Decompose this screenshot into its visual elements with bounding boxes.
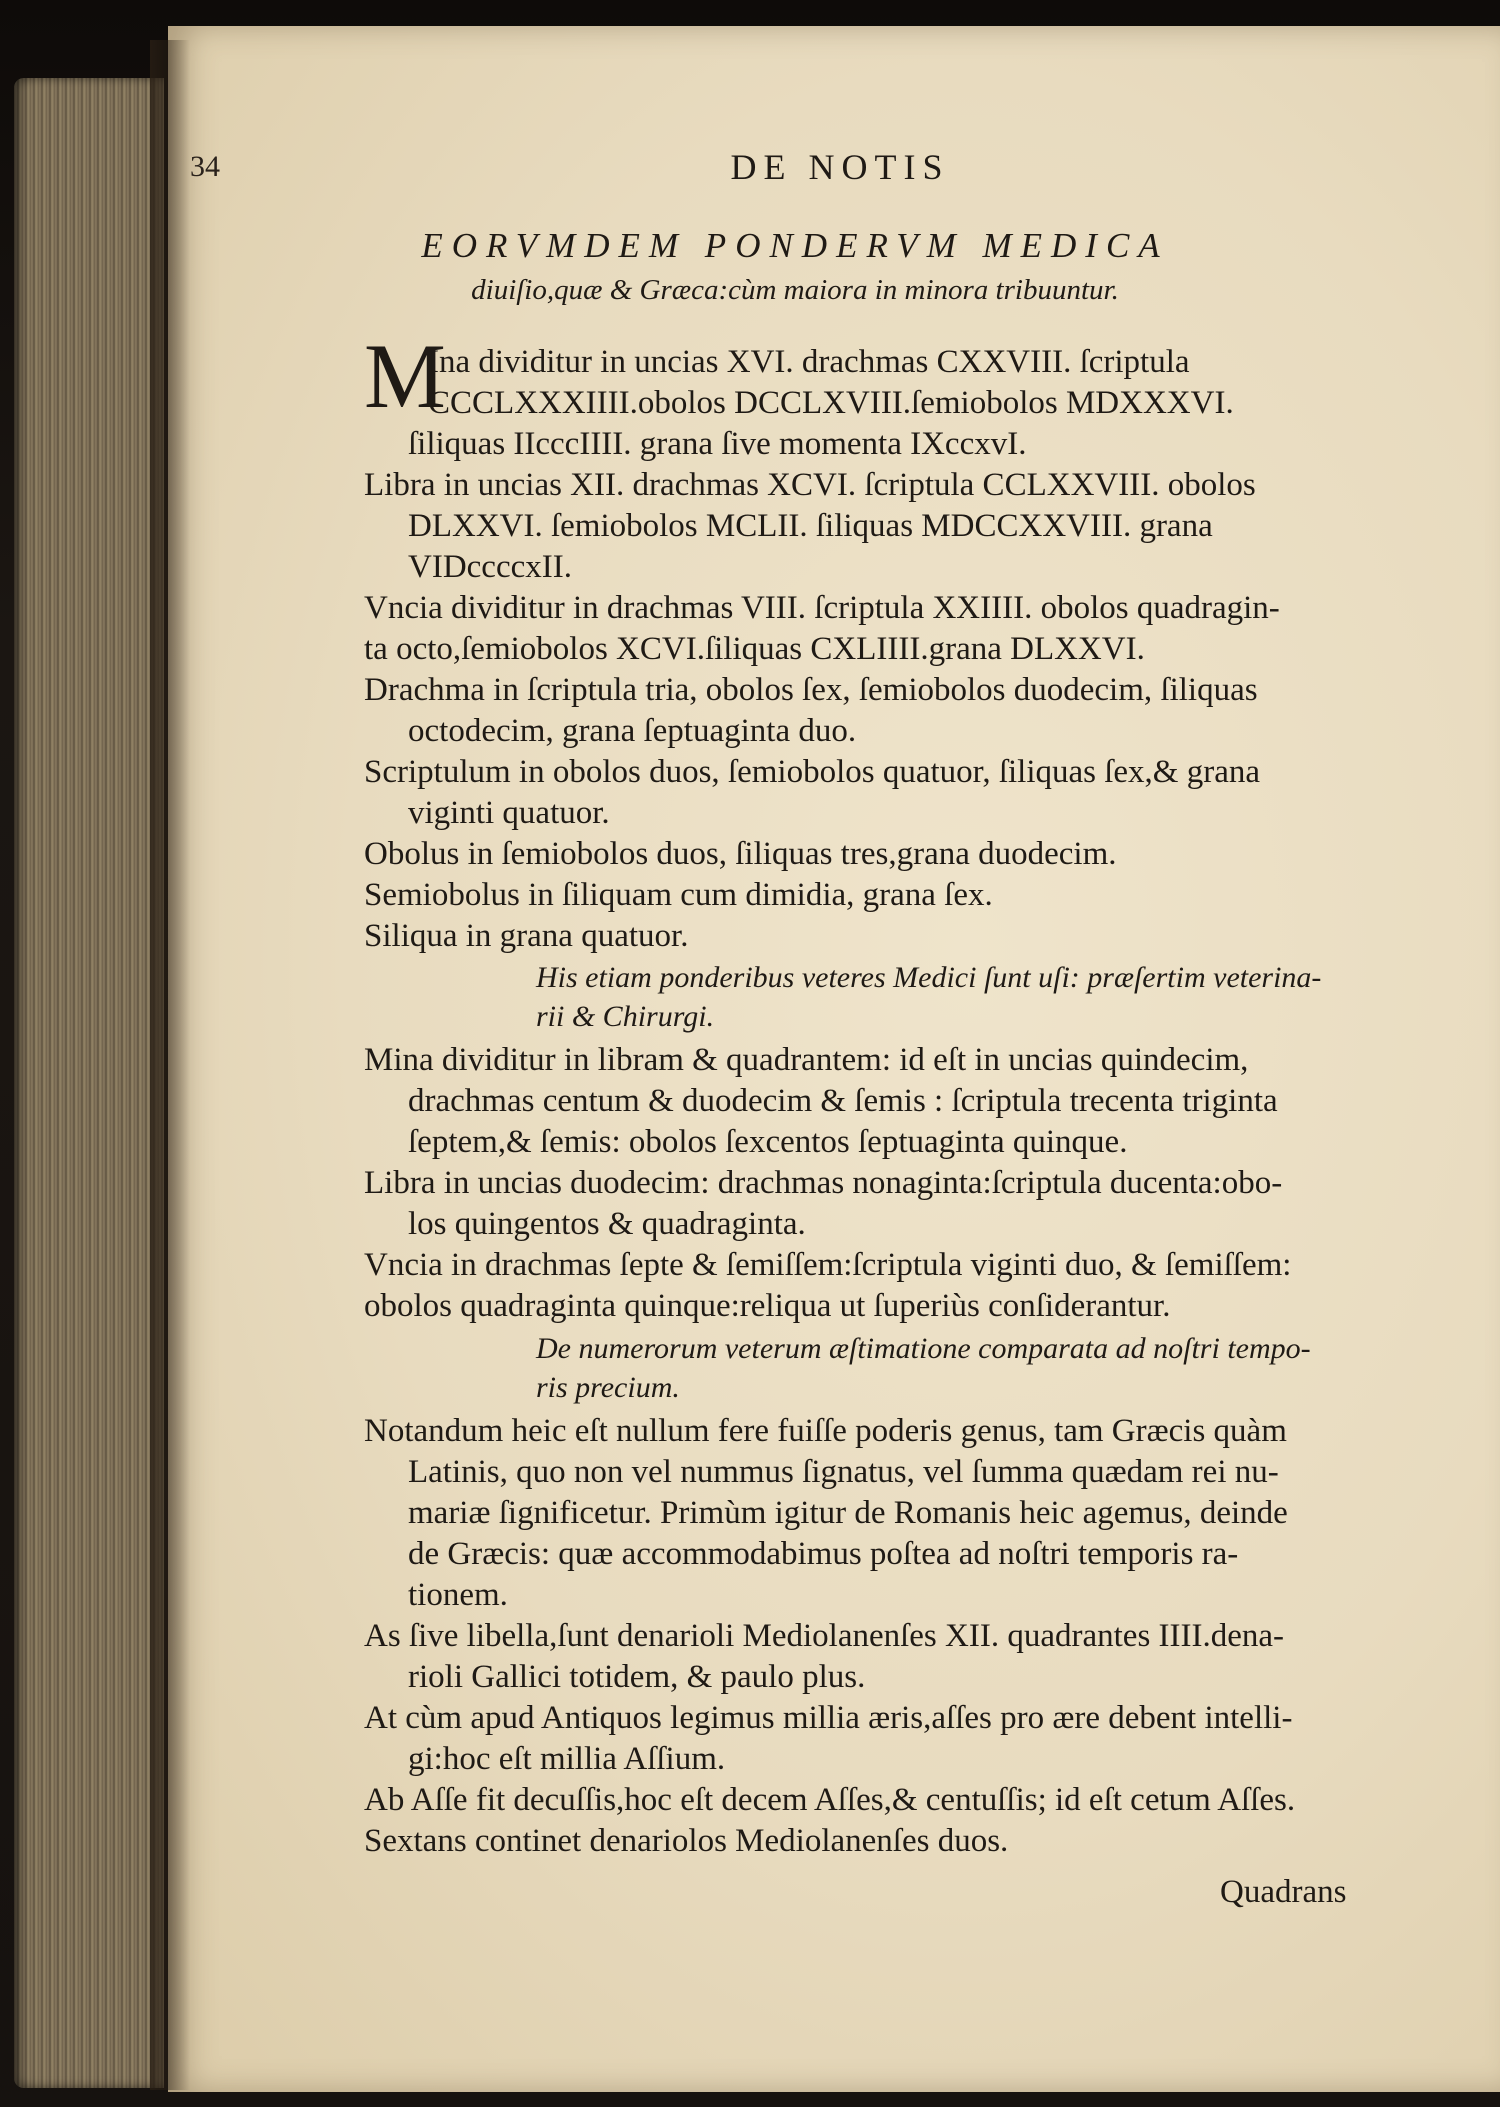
text-line: ta octo,ſemiobolos XCVI.ſiliquas CXLIIII.grana DLXXVI. bbox=[364, 631, 1145, 667]
text-line: viginti quatuor. bbox=[408, 795, 610, 831]
catchword: Quadrans bbox=[1220, 1874, 1347, 1910]
text-line: rioli Gallici totidem, & paulo plus. bbox=[408, 1659, 866, 1695]
text-line: Ab Aſſe fit decuſſis,hoc eſt decem Aſſes,& centuſſis; id eſt cetum Aſſes. bbox=[364, 1782, 1296, 1818]
text-line: Obolus in ſemiobolos duos, ſiliquas tres,grana duodecim. bbox=[364, 836, 1117, 872]
text-line: drachmas centum & duodecim & ſemis : ſcriptula trecenta triginta bbox=[408, 1083, 1278, 1119]
text-line: ſiliquas IIcccIIII. grana ſive momenta IXccxvI. bbox=[408, 426, 1027, 462]
section-subtitle: diuiſio,quæ & Græca:cùm maiora in minora tribuuntur. bbox=[471, 274, 1119, 306]
spine-shadow bbox=[150, 40, 190, 2090]
text-line: de Græcis: quæ accommodabimus poſtea ad noſtri temporis ra- bbox=[408, 1536, 1239, 1572]
text-line: Vncia in drachmas ſepte & ſemiſſem:ſcriptula viginti duo, & ſemiſſem: bbox=[364, 1247, 1292, 1283]
text-line: Semiobolus in ſiliquam cum dimidia, grana ſex. bbox=[364, 877, 993, 913]
text-line: At cùm apud Antiquos legimus millia æris,aſſes pro ære debent intelli- bbox=[364, 1700, 1293, 1736]
text-line: rii & Chirurgi. bbox=[536, 1000, 715, 1033]
text-line: gi:hoc eſt millia Aſſium. bbox=[408, 1741, 726, 1777]
text-line: ris precium. bbox=[536, 1371, 680, 1404]
text-line: Libra in uncias duodecim: drachmas nonaginta:ſcriptula ducenta:obo- bbox=[364, 1165, 1283, 1201]
text-line: De numerorum veterum æſtimatione comparata ad noſtri tempo- bbox=[536, 1332, 1311, 1365]
text-line: Sextans continet denariolos Mediolanenſes duos. bbox=[364, 1823, 1009, 1859]
section-title: EORVMDEM PONDERVM MEDICA bbox=[421, 226, 1169, 265]
book-page-edges bbox=[14, 78, 164, 2088]
text-line: CCCLXXXIIII.obolos DCCLXVIII.ſemiobolos MDXXXVI. bbox=[428, 385, 1234, 421]
text-line: los quingentos & quadraginta. bbox=[408, 1206, 806, 1242]
text-line: Notandum heic eſt nullum fere fuiſſe poderis genus, tam Græcis quàm bbox=[364, 1413, 1287, 1449]
text-line: Ina dividitur in uncias XVI. drachmas CXXVIII. ſcriptula bbox=[428, 344, 1190, 380]
text-line: Vncia dividitur in drachmas VIII. ſcriptula XXIIII. obolos quadragin- bbox=[364, 590, 1280, 626]
text-line: Scriptulum in obolos duos, ſemiobolos quatuor, ſiliquas ſex,& grana bbox=[364, 754, 1261, 790]
text-line: As ſive libella,ſunt denarioli Mediolanenſes XII. quadrantes IIII.dena- bbox=[364, 1618, 1285, 1654]
text-line: octodecim, grana ſeptuaginta duo. bbox=[408, 713, 857, 749]
text-line: DLXXVI. ſemiobolos MCLII. ſiliquas MDCCXXVIII. grana bbox=[408, 508, 1213, 544]
page-number: 34 bbox=[190, 150, 220, 183]
text-line: ſeptem,& ſemis: obolos ſexcentos ſeptuaginta quinque. bbox=[408, 1124, 1128, 1160]
text-line: Drachma in ſcriptula tria, obolos ſex, ſemiobolos duodecim, ſiliquas bbox=[364, 672, 1258, 708]
text-line: mariæ ſignificetur. Primùm igitur de Romanis heic agemus, deinde bbox=[408, 1495, 1288, 1531]
text-line: Mina dividitur in libram & quadrantem: id eſt in uncias quindecim, bbox=[364, 1042, 1249, 1078]
text-line: obolos quadraginta quinque:reliqua ut ſuperiùs conſiderantur. bbox=[364, 1288, 1171, 1324]
text-line: tionem. bbox=[408, 1577, 508, 1613]
text-line: Siliqua in grana quatuor. bbox=[364, 918, 689, 954]
running-head: DE NOTIS bbox=[730, 147, 950, 187]
text-line: Latinis, quo non vel nummus ſignatus, vel ſumma quædam rei nu- bbox=[408, 1454, 1279, 1490]
text-line: His etiam ponderibus veteres Medici ſunt uſi: præſertim veterina- bbox=[536, 961, 1322, 994]
text-line: VIDccccxII. bbox=[408, 549, 572, 585]
text-line: Libra in uncias XII. drachmas XCVI. ſcriptula CCLXXVIII. obolos bbox=[364, 467, 1256, 503]
drop-cap: M bbox=[364, 325, 446, 427]
